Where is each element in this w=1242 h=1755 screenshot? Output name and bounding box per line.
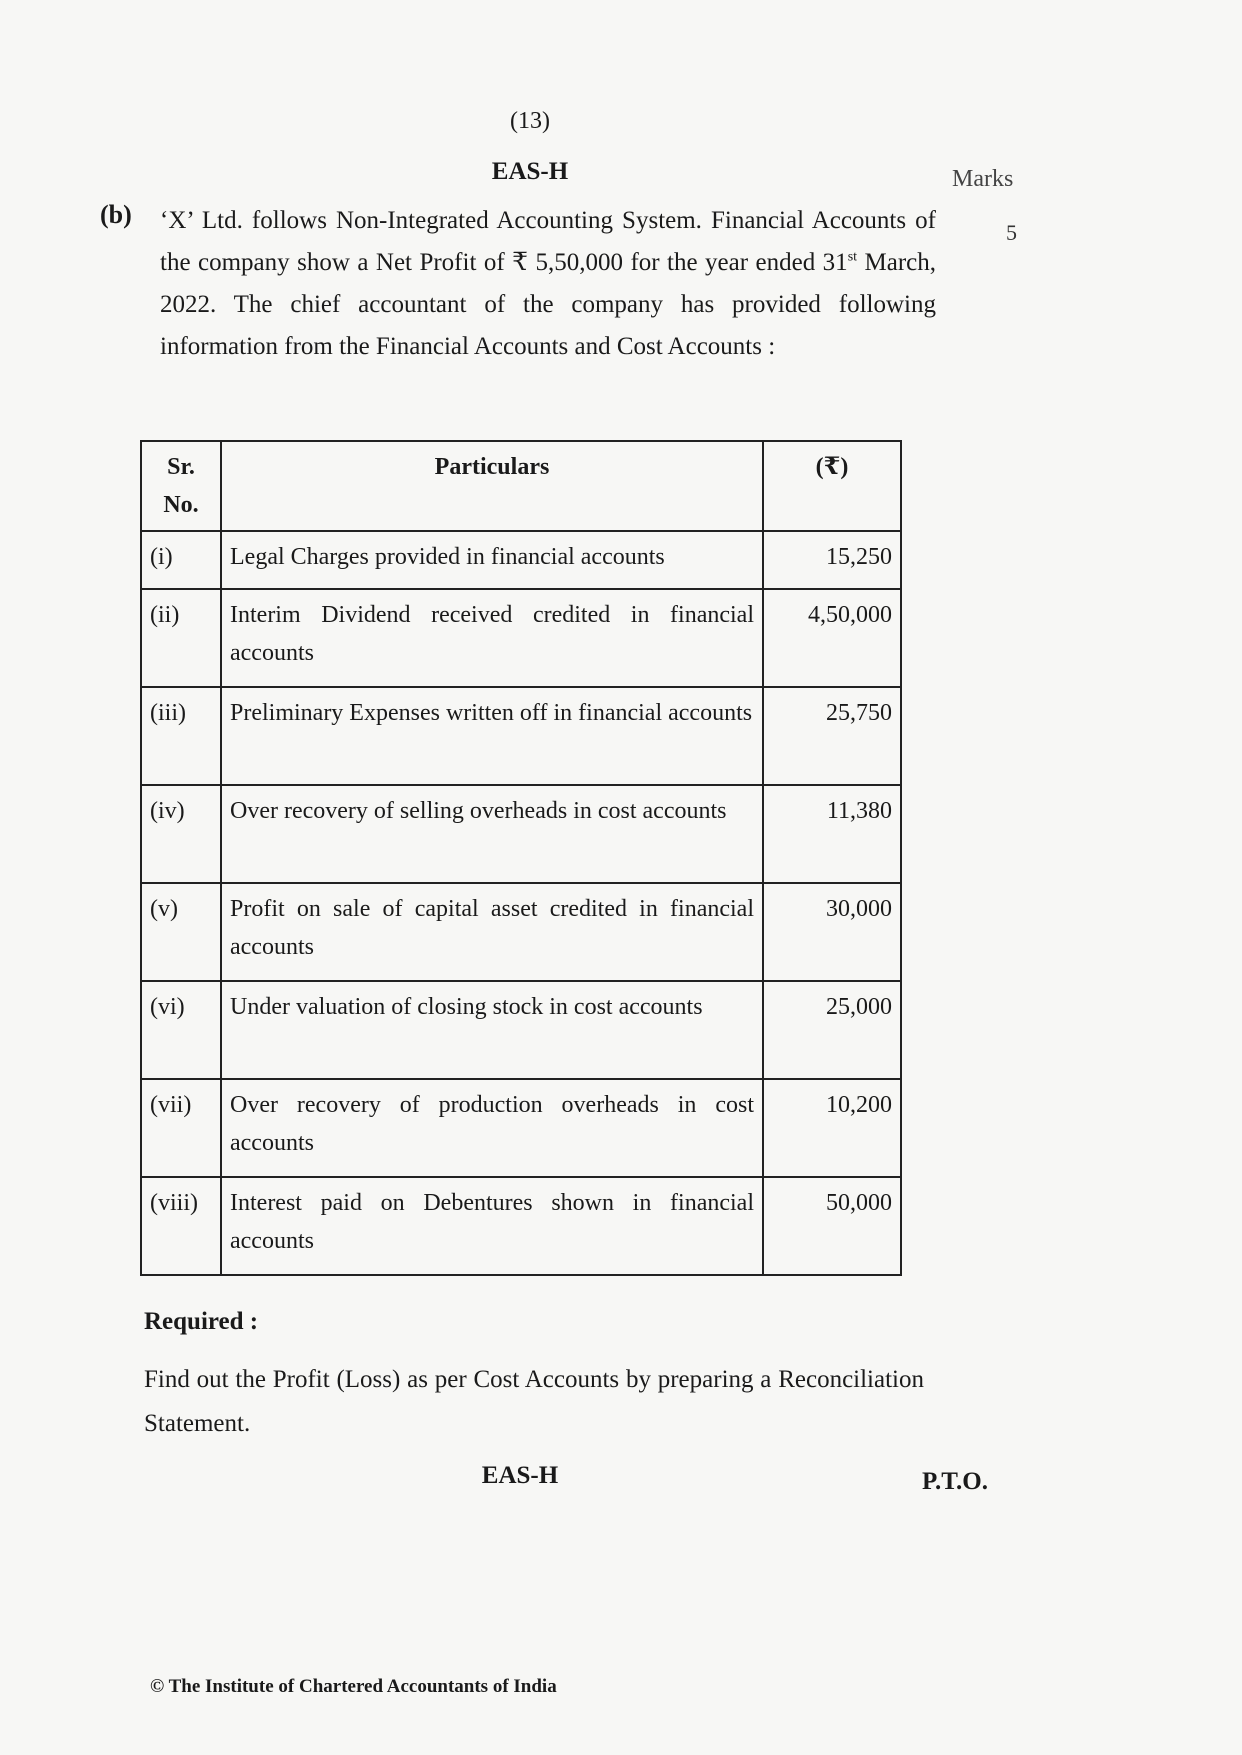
table-header-row <box>141 441 901 531</box>
marks-label: Marks <box>952 166 1014 192</box>
row-amount: 25,750 <box>763 687 901 785</box>
row-amount: 50,000 <box>763 1177 901 1275</box>
row-sr: (v) <box>141 883 221 981</box>
row-amount: 11,380 <box>763 785 901 883</box>
required-label: Required : <box>144 1308 259 1335</box>
header-amount: (₹) <box>763 441 901 531</box>
table-row <box>141 589 901 687</box>
row-sr: (i) <box>141 531 221 589</box>
row-particulars: Interim Dividend received credited in financial accounts <box>221 589 763 687</box>
table-row <box>141 981 901 1079</box>
row-particulars: Profit on sale of capital asset credited in financial accounts <box>221 883 763 981</box>
row-particulars: Legal Charges provided in financial accounts <box>221 531 763 589</box>
row-amount: 15,250 <box>763 531 901 589</box>
table-row <box>141 1079 901 1177</box>
row-sr: (ii) <box>141 589 221 687</box>
row-particulars: Preliminary Expenses written off in financial accounts <box>221 687 763 785</box>
header-sr-no: Sr. No. <box>141 441 221 531</box>
row-amount: 10,200 <box>763 1079 901 1177</box>
superscript-st: st <box>847 249 858 265</box>
table-row <box>141 687 901 785</box>
paper-code: EAS-H <box>491 158 569 185</box>
row-amount: 4,50,000 <box>763 589 901 687</box>
marks-value: 5 <box>1006 220 1017 245</box>
pto-label: P.T.O. <box>922 1468 988 1495</box>
copyright-notice: © The Institute of Chartered Accountants of India <box>150 1676 557 1697</box>
row-amount: 30,000 <box>763 883 901 981</box>
question-text-part2: March, 2022. The chief accountant of the company has provided following information from the Financial Accounts and Cost Accounts : <box>160 249 936 360</box>
footer-paper-code: EAS-H <box>481 1462 559 1489</box>
table-row <box>141 785 901 883</box>
question-label: (b) <box>100 200 132 229</box>
row-particulars: Under valuation of closing stock in cost accounts <box>221 981 763 1079</box>
row-sr: (vii) <box>141 1079 221 1177</box>
row-particulars: Interest paid on Debentures shown in financial accounts <box>221 1177 763 1275</box>
row-particulars: Over recovery of production overheads in cost accounts <box>221 1079 763 1177</box>
page-number: (13) <box>510 108 550 134</box>
row-amount: 25,000 <box>763 981 901 1079</box>
question-text-part1: ‘X’ Ltd. follows Non-Integrated Accounting System. Financial Accounts of the company show a Net Profit of ₹ 5,50,000 for the year ended 31 <box>160 207 936 276</box>
table-row <box>141 531 901 589</box>
required-text: Find out the Profit (Loss) as per Cost Accounts by preparing a Reconciliation Statement. <box>144 1366 924 1437</box>
data-table <box>140 440 902 1276</box>
table-row <box>141 883 901 981</box>
header-particulars: Particulars <box>221 441 763 531</box>
row-sr: (vi) <box>141 981 221 1079</box>
row-sr: (iv) <box>141 785 221 883</box>
question-text <box>160 200 936 368</box>
row-particulars: Over recovery of selling overheads in cost accounts <box>221 785 763 883</box>
row-sr: (viii) <box>141 1177 221 1275</box>
table-row <box>141 1177 901 1275</box>
row-sr: (iii) <box>141 687 221 785</box>
